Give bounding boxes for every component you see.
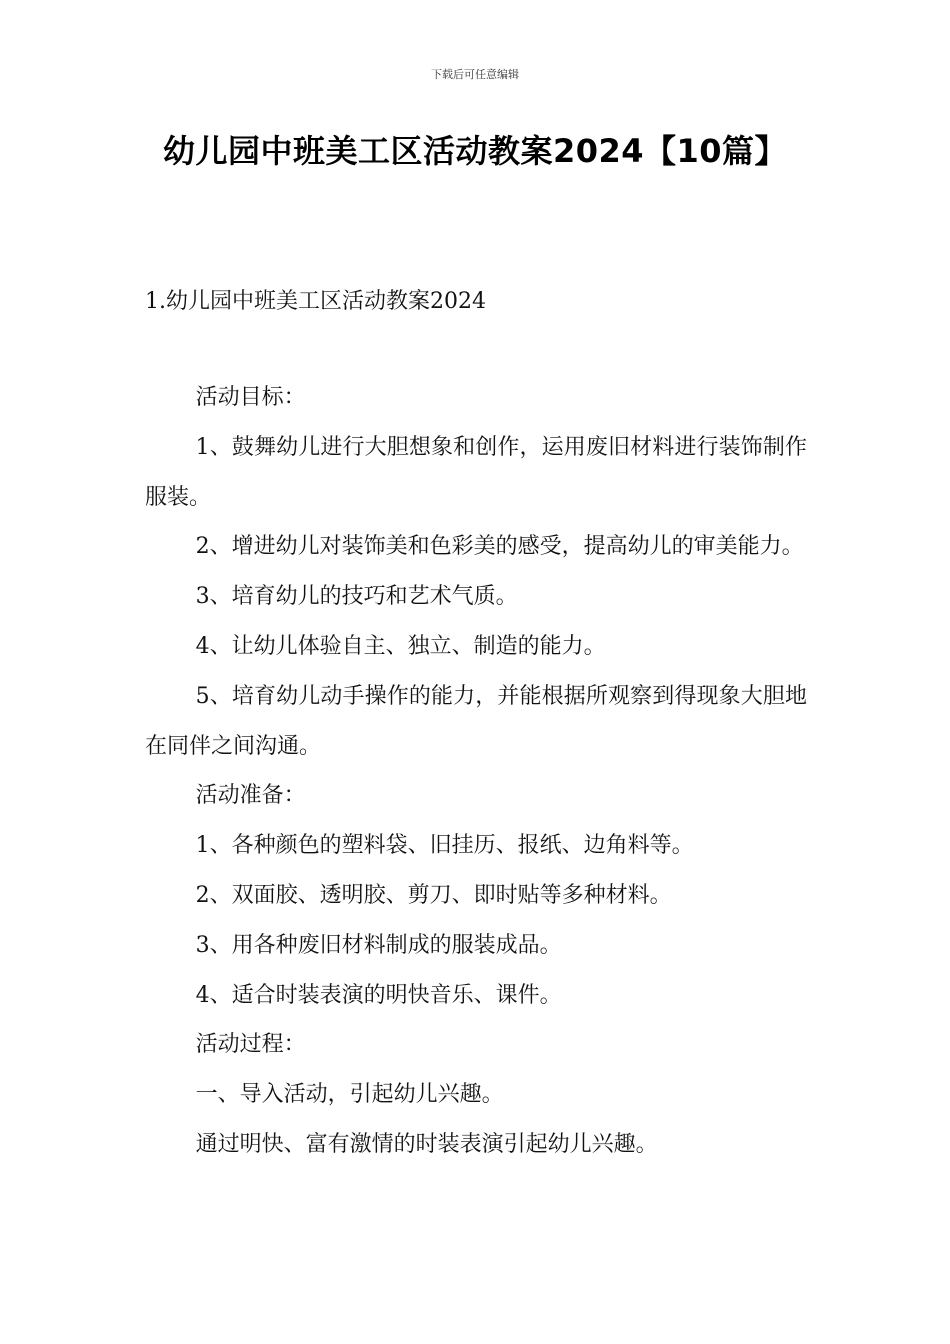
paragraph-goal-1: 1、鼓舞幼儿进行大胆想象和创作，运用废旧材料进行装饰制作服装。 xyxy=(145,434,807,510)
paragraph-prep-2: 2、双面胶、透明胶、剪刀、即时贴等多种材料。 xyxy=(195,882,672,908)
paragraph-goals-heading: 活动目标： xyxy=(195,385,306,410)
section-heading: 1.幼儿园中班美工区活动教案2024 xyxy=(145,289,486,314)
paragraph-prep-3: 3、用各种废旧材料制成的服装成品。 xyxy=(195,932,562,958)
paragraph-prep-1: 1、各种颜色的塑料袋、旧挂历、报纸、边角料等。 xyxy=(195,833,694,859)
paragraph-process-step-1-detail: 通过明快、富有激情的时装表演引起幼儿兴趣。 xyxy=(195,1131,658,1157)
paragraph-prep-4: 4、适合时装表演的明快音乐、课件。 xyxy=(195,982,562,1008)
document-title: 幼儿园中班美工区活动教案2024【10篇】 xyxy=(162,132,788,170)
paragraph-goal-3: 3、培育幼儿的技巧和艺术气质。 xyxy=(195,584,518,610)
paragraph-goal-5: 5、培育幼儿动手操作的能力，并能根据所观察到得现象大胆地在同伴之间沟通。 xyxy=(145,683,807,759)
download-note: 下载后可任意编辑 xyxy=(431,68,519,81)
paragraph-goal-4: 4、让幼儿体验自主、独立、制造的能力。 xyxy=(195,633,606,659)
paragraph-goal-2: 2、增进幼儿对装饰美和色彩美的感受，提高幼儿的审美能力。 xyxy=(195,534,804,560)
paragraph-process-heading: 活动过程： xyxy=(195,1032,306,1058)
paragraph-prep-heading: 活动准备： xyxy=(195,783,306,809)
paragraph-process-step-1: 一、导入活动，引起幼儿兴趣。 xyxy=(195,1082,504,1108)
document-body xyxy=(145,373,807,1170)
